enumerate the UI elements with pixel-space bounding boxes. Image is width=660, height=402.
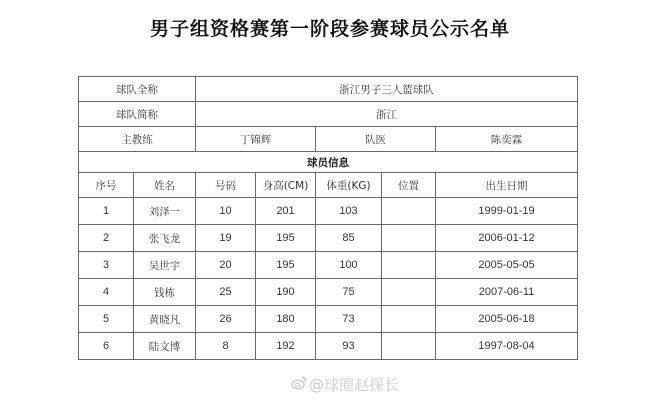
team-full-name-label: 球队全称 xyxy=(79,77,196,102)
column-header: 号码 xyxy=(196,173,256,198)
player-name: 黄晓凡 xyxy=(134,306,196,333)
player-birth-date: 1999-01-19 xyxy=(436,198,578,225)
column-header-row xyxy=(79,173,578,198)
doctor-value: 陈奕霖 xyxy=(436,127,578,152)
player-position xyxy=(382,279,436,306)
doctor-label: 队医 xyxy=(316,127,436,152)
player-index: 3 xyxy=(79,252,134,279)
player-index: 1 xyxy=(79,198,134,225)
team-short-name-value: 浙江 xyxy=(196,102,578,127)
table-row xyxy=(79,225,578,252)
player-index: 5 xyxy=(79,306,134,333)
column-header: 位置 xyxy=(382,173,436,198)
roster-table xyxy=(78,76,578,360)
weibo-icon xyxy=(291,376,307,394)
player-birth-date: 1997-08-04 xyxy=(436,333,578,360)
team-short-name-row xyxy=(79,102,578,127)
player-number: 25 xyxy=(196,279,256,306)
player-height: 180 xyxy=(256,306,316,333)
player-birth-date: 2005-06-18 xyxy=(436,306,578,333)
watermark xyxy=(291,374,399,395)
player-index: 2 xyxy=(79,225,134,252)
player-position xyxy=(382,306,436,333)
player-index: 6 xyxy=(79,333,134,360)
table-row xyxy=(79,306,578,333)
table-row xyxy=(79,252,578,279)
player-weight: 73 xyxy=(316,306,382,333)
player-position xyxy=(382,225,436,252)
coach-label: 主教练 xyxy=(79,127,196,152)
column-header: 身高(CM) xyxy=(256,173,316,198)
player-weight: 85 xyxy=(316,225,382,252)
player-position xyxy=(382,198,436,225)
player-name: 刘泽一 xyxy=(134,198,196,225)
staff-row xyxy=(79,127,578,152)
player-position xyxy=(382,333,436,360)
coach-value: 丁锦辉 xyxy=(196,127,316,152)
team-full-name-row xyxy=(79,77,578,102)
player-birth-date: 2006-01-12 xyxy=(436,225,578,252)
player-name: 陆文博 xyxy=(134,333,196,360)
player-height: 195 xyxy=(256,225,316,252)
player-weight: 75 xyxy=(316,279,382,306)
team-full-name-value: 浙江男子三人篮球队 xyxy=(196,77,578,102)
player-height: 195 xyxy=(256,252,316,279)
player-number: 8 xyxy=(196,333,256,360)
player-birth-date: 2007-06-11 xyxy=(436,279,578,306)
watermark-text: @球圈赵探长 xyxy=(309,376,400,394)
player-weight: 93 xyxy=(316,333,382,360)
player-height: 190 xyxy=(256,279,316,306)
player-index: 4 xyxy=(79,279,134,306)
table-row xyxy=(79,333,578,360)
player-number: 19 xyxy=(196,225,256,252)
table-row xyxy=(79,279,578,306)
team-short-name-label: 球队简称 xyxy=(79,102,196,127)
column-header: 序号 xyxy=(79,173,134,198)
player-height: 201 xyxy=(256,198,316,225)
player-number: 20 xyxy=(196,252,256,279)
player-height: 192 xyxy=(256,333,316,360)
player-number: 26 xyxy=(196,306,256,333)
column-header: 体重(KG) xyxy=(316,173,382,198)
column-header: 出生日期 xyxy=(436,173,578,198)
section-title: 球员信息 xyxy=(79,152,578,173)
player-name: 钱栋 xyxy=(134,279,196,306)
section-header-row xyxy=(79,152,578,173)
table-row xyxy=(79,198,578,225)
player-weight: 103 xyxy=(316,198,382,225)
player-number: 10 xyxy=(196,198,256,225)
player-name: 张飞龙 xyxy=(134,225,196,252)
player-name: 吴世宇 xyxy=(134,252,196,279)
player-weight: 100 xyxy=(316,252,382,279)
column-header: 姓名 xyxy=(134,173,196,198)
document-title: 男子组资格赛第一阶段参赛球员公示名单 xyxy=(149,18,510,40)
player-position xyxy=(382,252,436,279)
player-birth-date: 2005-05-05 xyxy=(436,252,578,279)
